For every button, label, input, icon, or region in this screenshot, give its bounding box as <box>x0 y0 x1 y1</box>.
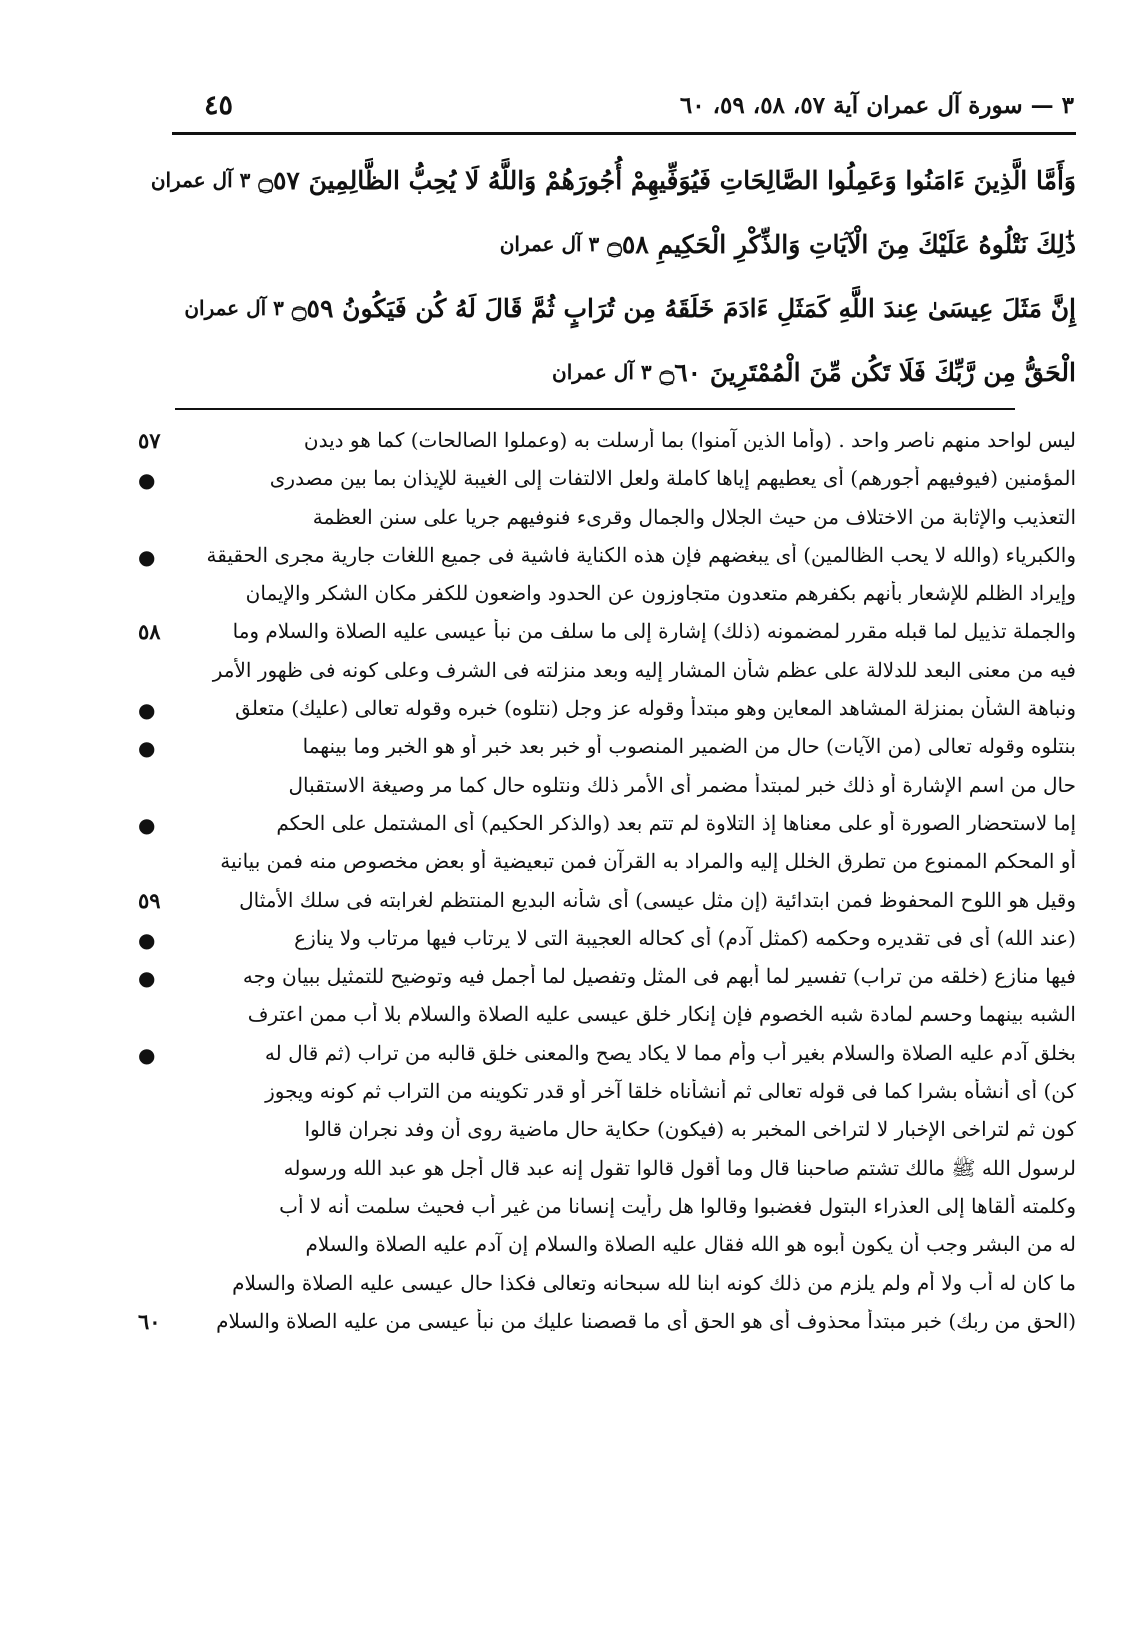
commentary-line-text: أو المحكم الممنوع من تطرق الخلل إليه والمراد به القرآن فمن تبعيضية أو بعض مخصوص منه فمن بيانية <box>220 849 1076 874</box>
commentary-line-text: التعذيب والإثابة من الاختلاف من حيث الجلال والجمال وقرىء فنوفيهم جريا على سنن العظمة <box>312 504 1076 529</box>
commentary-line <box>140 692 1076 730</box>
commentary-line <box>140 1152 1076 1190</box>
commentary-line <box>140 462 1076 500</box>
commentary-line-text: وقيل هو اللوح المحفوظ فمن ابتدائية (إن مثل عيسى) أى شأنه البديع المنتظم لغرابته فى سلك الأمثال <box>239 887 1076 912</box>
commentary-line <box>140 769 1076 807</box>
commentary-line-text: كون ثم لتراخى الإخبار لا لتراخى المخبر به (فيكون) حكاية حال ماضية روى أن وفد نجران قالوا <box>304 1117 1076 1142</box>
verse-line <box>184 276 1076 340</box>
verse-reference: ٣ آل عمران <box>184 296 284 320</box>
commentary-line <box>140 539 1076 577</box>
commentary-line-text: حال من اسم الإشارة أو ذلك خبر لمبتدأ مضمر أى الأمر ذلك ونتلوه حال كما مر وصيغة الاستقبال <box>288 772 1076 797</box>
verse-number: ٥٧ <box>138 428 161 453</box>
bullet-marker: ● <box>138 927 156 952</box>
commentary-line <box>140 998 1076 1036</box>
commentary-line-text: فيها منازع (خلقه من تراب) تفسير لما أبهم فى المثل وتفصيل لما أجمل فيه وتوضيح للتمثيل ببيان وجه <box>242 964 1076 989</box>
commentary-line-text: وإيراد الظلم للإشعار بأنهم بكفرهم متعدون متجاوزون عن الحدود واضعون للكفر مكان الشكر والإيمان <box>245 581 1076 606</box>
verse-reference: ٣ آل عمران <box>150 168 251 192</box>
commentary-text <box>140 424 1076 1343</box>
commentary-line-text: وكلمته ألقاها إلى العذراء البتول فغضبوا وقالوا هل رأيت إنسانا من غير أب فحيث سلمت أنه لا أب <box>279 1193 1076 1218</box>
commentary-line-text: كن) أى أنشأه بشرا كما فى قوله تعالى ثم أنشأناه خلقا آخر أو قدر تكوينه من التراب ثم كونه ويجوز <box>265 1079 1076 1104</box>
commentary-line <box>140 424 1076 462</box>
commentary-line <box>140 960 1076 998</box>
verse-text: وَأَمَّا الَّذِينَ ءَامَنُوا وَعَمِلُوا الصَّالِحَاتِ فَيُوَفِّيهِمْ أُجُورَهُمْ وَاللَّهُ لَا يُحِبُّ الظَّالِمِينَ ۝٥٧ <box>258 165 1076 195</box>
page-header <box>172 92 1074 132</box>
commentary-line-text: ما كان له أب ولا أم ولم يلزم من ذلك كونه ابنا لله سبحانه وتعالى فكذا حال عيسى عليه الصلاة والسلام <box>232 1270 1076 1295</box>
verse-line <box>230 212 1076 276</box>
commentary-line <box>140 577 1076 615</box>
commentary-line-text: لرسول الله ﷺ مالك تشتم صاحبنا قال وما أقول قالوا تقول إنه عبد قال أجل هو عبد الله ورسوله <box>283 1155 1076 1180</box>
bullet-marker: ● <box>138 544 156 569</box>
bullet-marker: ● <box>138 736 156 761</box>
verse-number: ٥٩ <box>138 887 161 913</box>
commentary-line <box>140 1037 1076 1075</box>
verse-reference: ٣ آل عمران <box>499 232 600 256</box>
quran-verses <box>150 148 1076 404</box>
verse-text: إِنَّ مَثَلَ عِيسَىٰ عِندَ اللَّهِ كَمَثَلِ ءَادَمَ خَلَقَهُ مِن تُرَابٍ ثُمَّ قَالَ لَهُ كُن فَيَكُونُ ۝٥٩ <box>291 293 1076 323</box>
commentary-line-text: (الحق من ربك) خبر مبتدأ محذوف أى هو الحق أى ما قصصنا عليك من نبأ عيسى من عليه الصلاة والسلام <box>216 1308 1076 1333</box>
bullet-marker: ● <box>138 698 156 723</box>
verse-line <box>230 340 1076 404</box>
bullet-marker: ● <box>138 468 156 493</box>
commentary-line <box>140 501 1076 539</box>
commentary-line-text: له من البشر وجب أن يكون أبوه هو الله فقال عليه الصلاة والسلام إن آدم عليه الصلاة والسلام <box>305 1232 1076 1257</box>
commentary-line-text: بخلق آدم عليه الصلاة والسلام بغير أب وأم مما لا يكاد يصح والمعنى خلق قالبه من تراب (ثم قال له <box>264 1040 1076 1065</box>
commentary-line-text: ليس لواحد منهم ناصر واحد . (وأما الذين آمنوا) بما أرسلت به (وعملوا الصالحات) كما هو ديدن <box>303 428 1076 452</box>
commentary-line <box>140 1113 1076 1151</box>
commentary-line <box>140 730 1076 768</box>
commentary-line <box>140 1075 1076 1113</box>
commentary-line <box>140 807 1076 845</box>
commentary-line <box>140 922 1076 960</box>
commentary-line-text: (عند الله) أى فى تقديره وحكمه (كمثل آدم) أى كحاله العجيبة التى لا يرتاب فيها مرتاب ولا ينازع <box>294 925 1076 950</box>
commentary-line-text: فيه من معنى البعد للدلالة على عظم شأن المشار إليه وبعد منزلته فى الشرف وعلى كونه فى ظهور الأمر <box>212 657 1076 682</box>
commentary-line <box>140 1267 1076 1305</box>
bullet-marker: ● <box>138 812 156 837</box>
commentary-line <box>140 654 1076 692</box>
verse-reference: ٣ آل عمران <box>552 360 652 384</box>
commentary-line-text: المؤمنين (فيوفيهم أجورهم) أى يعطيهم إياها كاملة ولعل الالتفات إلى الغيبة للإيذان بما بين مصدرى <box>269 466 1076 491</box>
commentary-line <box>140 845 1076 883</box>
verse-number: ٥٨ <box>138 619 161 645</box>
commentary-line-text: إما لاستحضار الصورة أو على معناها إذ التلاوة لم تتم بعد (والذكر الحكيم) أى المشتمل على الحكم <box>276 810 1076 835</box>
commentary-line <box>140 884 1076 922</box>
bullet-marker: ● <box>138 966 156 991</box>
verse-text: الْحَقُّ مِن رَّبِّكَ فَلَا تَكُن مِّنَ الْمُمْتَرِينَ ۝٦٠ <box>659 357 1076 387</box>
verse-number: ٦٠ <box>138 1308 161 1334</box>
commentary-line <box>140 1190 1076 1228</box>
commentary-line-text: والجملة تذييل لما قبله مقرر لمضمونه (ذلك) إشارة إلى ما سلف من نبأ عيسى عليه الصلاة والسلام وما <box>232 619 1076 644</box>
header-rule <box>172 132 1076 135</box>
commentary-line-text: والكبرياء (والله لا يحب الظالمين) أى يبغضهم فإن هذه الكناية فاشية فى جميع اللغات جارية مجرى الحقيقة <box>206 542 1076 567</box>
commentary-line-text: بنتلوه وقوله تعالى (من الآيات) حال من الضمير المنصوب أو خبر بعد خبر أو هو الخبر وما بينهما <box>302 734 1076 759</box>
commentary-line <box>140 1305 1076 1343</box>
page-number: ٤٥ <box>204 90 234 121</box>
surah-title: ٣ — سورة آل عمران آية ٥٧، ٥٨، ٥٩، ٦٠ <box>679 92 1074 119</box>
bullet-marker: ● <box>138 1042 156 1067</box>
verses-divider <box>175 408 1015 410</box>
commentary-line-text: الشبه بينهما وحسم لمادة شبه الخصوم فإن إنكار خلق عيسى عليه الصلاة والسلام بلا أب ممن اعترف <box>247 1002 1076 1027</box>
commentary-line-text: ونباهة الشأن بمنزلة المشاهد المعاين وهو مبتدأ وقوله عز وجل (نتلوه) خبره وقوله تعالى (عليك) متعلق <box>235 696 1076 721</box>
verse-text: ذَٰلِكَ نَتْلُوهُ عَلَيْكَ مِنَ الْآيَاتِ وَالذِّكْرِ الْحَكِيمِ ۝٥٨ <box>607 229 1076 259</box>
commentary-line <box>140 1228 1076 1266</box>
commentary-line <box>140 615 1076 653</box>
verse-line <box>150 148 1076 212</box>
